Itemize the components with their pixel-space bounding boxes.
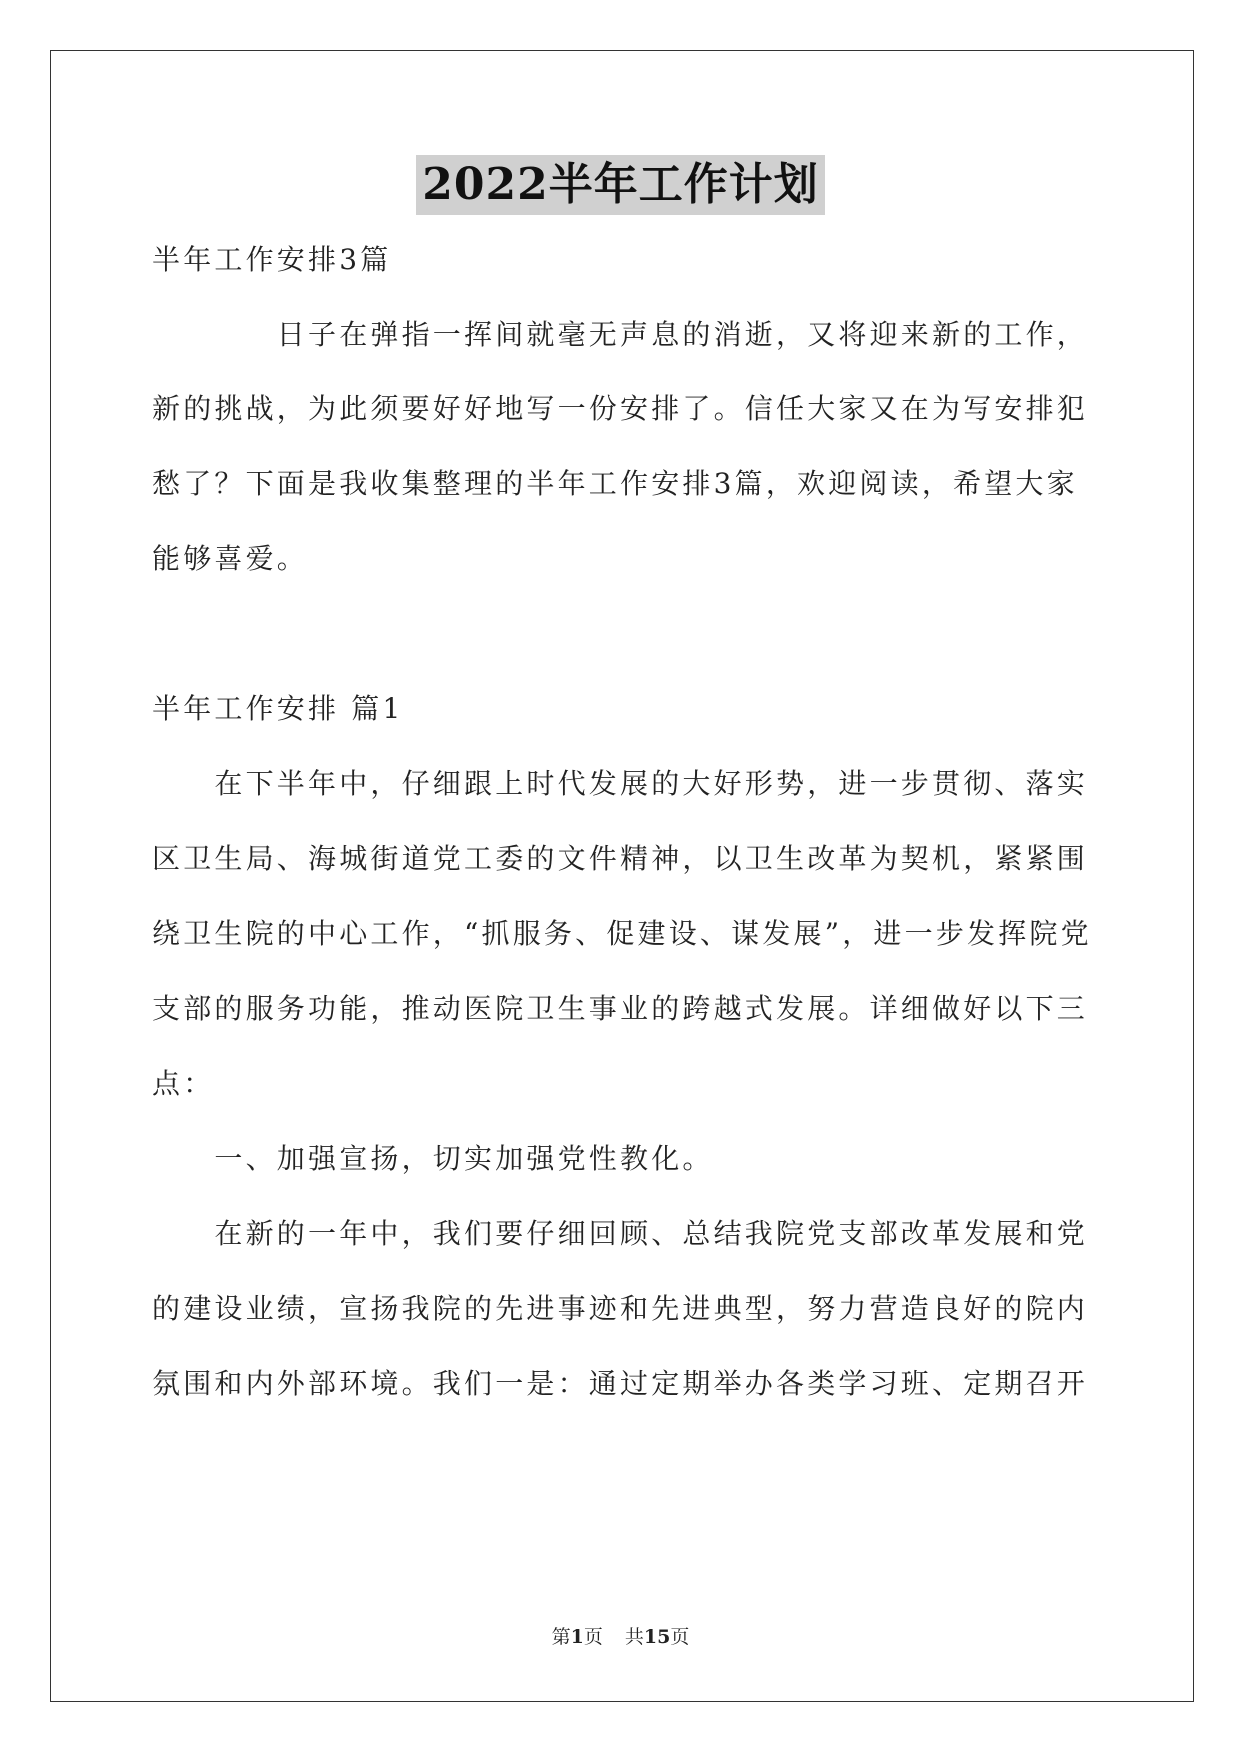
page-prefix: 第 [551, 1626, 571, 1648]
page-suffix: 页 [583, 1626, 603, 1648]
body-line: 愁了？下面是我收集整理的半年工作安排3篇，欢迎阅读，希望大家 [152, 467, 1078, 500]
body-line: 在下半年中，仔细跟上时代发展的大好形势，进一步贯彻、落实 [152, 767, 1089, 800]
body-line: 一、加强宣扬，切实加强党性教化。 [152, 1142, 714, 1175]
section-heading: 半年工作安排3篇 [152, 243, 392, 276]
body-line: 能够喜爱。 [152, 542, 309, 575]
body-line: 绕卫生院的中心工作，“抓服务、促建设、谋发展”，进一步发挥院党 [152, 917, 1092, 950]
body-line: 支部的服务功能，推动医院卫生事业的跨越式发展。详细做好以下三 [152, 992, 1089, 1025]
body-line: 新的挑战，为此须要好好地写一份安排了。信任大家又在为写安排犯 [152, 392, 1089, 425]
page-number: 1 [570, 1626, 584, 1648]
document-title [0, 155, 1241, 215]
body-line: 的建设业绩，宣扬我院的先进事迹和先进典型，努力营造良好的院内 [152, 1292, 1089, 1325]
body-line: 区卫生局、海城街道党工委的文件精神，以卫生改革为契机，紧紧围 [152, 842, 1089, 875]
body-line: 在新的一年中，我们要仔细回顾、总结我院党支部改革发展和党 [152, 1217, 1089, 1250]
body-line: 日子在弹指一挥间就毫无声息的消逝，又将迎来新的工作， [152, 318, 1089, 351]
document-title-text: 2022半年工作计划 [416, 155, 824, 215]
total-suffix: 页 [670, 1626, 690, 1648]
page-footer [0, 1624, 1241, 1650]
section-heading: 半年工作安排 篇1 [152, 692, 404, 725]
total-prefix: 共 [624, 1626, 644, 1648]
body-line: 点： [152, 1067, 215, 1100]
body-line: 氛围和内外部环境。我们一是：通过定期举办各类学习班、定期召开 [152, 1367, 1089, 1400]
page-total: 15 [643, 1626, 671, 1648]
